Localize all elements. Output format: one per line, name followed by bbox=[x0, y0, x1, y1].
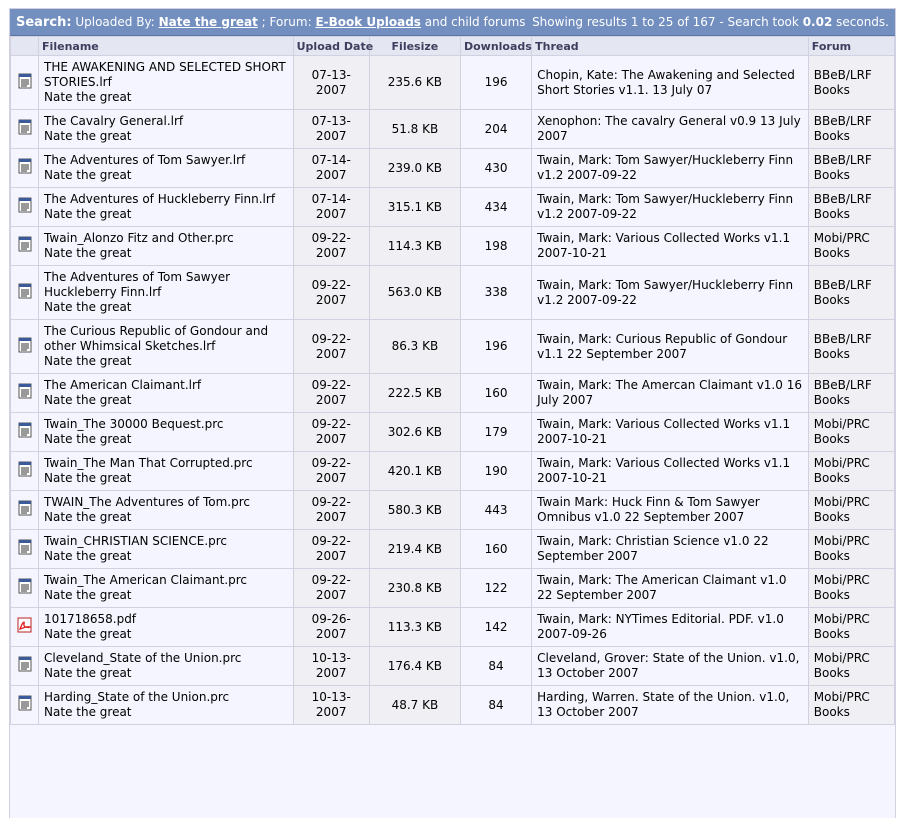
file-type-cell bbox=[11, 374, 38, 412]
file-type-cell bbox=[11, 569, 38, 607]
thread-cell[interactable]: Twain, Mark: Various Collected Works v1.1 2007-10-21 bbox=[532, 227, 808, 265]
downloads-cell: 179 bbox=[461, 413, 531, 451]
table-row bbox=[11, 56, 894, 109]
table-header-row bbox=[11, 37, 894, 55]
column-header-forum[interactable]: Forum bbox=[809, 37, 894, 55]
column-header-upload-date[interactable]: Upload Date bbox=[294, 37, 369, 55]
file-type-cell bbox=[11, 149, 38, 187]
filename-cell bbox=[39, 491, 293, 529]
upload-date-cell: 10-13-2007 bbox=[294, 647, 369, 685]
text-file-icon bbox=[18, 337, 32, 357]
file-type-cell bbox=[11, 266, 38, 319]
uploader-name: Nate the great bbox=[44, 627, 132, 641]
filename-cell bbox=[39, 647, 293, 685]
text-file-icon bbox=[18, 119, 32, 139]
downloads-cell: 160 bbox=[461, 374, 531, 412]
table-row bbox=[11, 320, 894, 373]
results-text: Showing results 1 to 25 of 167 - Search took bbox=[532, 15, 799, 29]
filename-link[interactable]: The American Claimant.lrf bbox=[44, 378, 202, 392]
file-type-cell bbox=[11, 227, 38, 265]
forum-link[interactable]: E-Book Uploads bbox=[315, 14, 421, 29]
text-file-icon bbox=[18, 73, 32, 93]
table-row bbox=[11, 149, 894, 187]
column-header-filename[interactable]: Filename bbox=[39, 37, 293, 55]
downloads-cell: 434 bbox=[461, 188, 531, 226]
upload-date-cell: 09-22-2007 bbox=[294, 569, 369, 607]
text-file-icon bbox=[18, 695, 32, 715]
forum-cell[interactable]: Mobi/PRC Books bbox=[809, 491, 894, 529]
thread-cell[interactable]: Twain, Mark: Tom Sawyer/Huckleberry Finn v1.2 2007-09-22 bbox=[532, 149, 808, 187]
filesize-cell: 48.7 KB bbox=[370, 686, 460, 724]
filename-cell bbox=[39, 188, 293, 226]
forum-cell[interactable]: Mobi/PRC Books bbox=[809, 530, 894, 568]
table-row bbox=[11, 452, 894, 490]
thread-cell[interactable]: Twain, Mark: The Amercan Claimant v1.0 16 July 2007 bbox=[532, 374, 808, 412]
forum-cell[interactable]: BBeB/LRF Books bbox=[809, 374, 894, 412]
column-header-downloads[interactable]: Downloads bbox=[461, 37, 531, 55]
text-file-icon bbox=[18, 236, 32, 256]
filesize-cell: 235.6 KB bbox=[370, 56, 460, 109]
upload-date-cell: 09-26-2007 bbox=[294, 608, 369, 646]
text-file-icon bbox=[18, 422, 32, 442]
downloads-cell: 122 bbox=[461, 569, 531, 607]
filename-cell bbox=[39, 110, 293, 148]
forum-cell[interactable]: Mobi/PRC Books bbox=[809, 608, 894, 646]
filename-cell bbox=[39, 452, 293, 490]
forum-suffix: and child forums bbox=[424, 14, 526, 29]
filename-link[interactable]: The Adventures of Huckleberry Finn.lrf bbox=[44, 192, 276, 206]
table-row bbox=[11, 530, 894, 568]
filename-cell bbox=[39, 686, 293, 724]
upload-date-cell: 07-14-2007 bbox=[294, 149, 369, 187]
filename-cell bbox=[39, 149, 293, 187]
filename-link[interactable]: Twain_Alonzo Fitz and Other.prc bbox=[44, 231, 234, 245]
thread-cell[interactable]: Cleveland, Grover: State of the Union. v1.0, 13 October 2007 bbox=[532, 647, 808, 685]
forum-cell[interactable]: Mobi/PRC Books bbox=[809, 413, 894, 451]
file-type-cell bbox=[11, 491, 38, 529]
thread-cell[interactable]: Twain, Mark: NYTimes Editorial. PDF. v1.0 2007-09-26 bbox=[532, 608, 808, 646]
table-row bbox=[11, 491, 894, 529]
table-row bbox=[11, 608, 894, 646]
forum-cell[interactable]: Mobi/PRC Books bbox=[809, 569, 894, 607]
table-row bbox=[11, 374, 894, 412]
uploaded-by-prefix: Uploaded By: bbox=[75, 14, 155, 29]
filename-link[interactable]: Twain_CHRISTIAN SCIENCE.prc bbox=[44, 534, 228, 548]
filename-cell bbox=[39, 569, 293, 607]
text-file-icon bbox=[18, 197, 32, 217]
thread-cell[interactable]: Twain, Mark: Various Collected Works v1.1 2007-10-21 bbox=[532, 413, 808, 451]
forum-cell[interactable]: BBeB/LRF Books bbox=[809, 266, 894, 319]
file-type-cell bbox=[11, 188, 38, 226]
filesize-cell: 239.0 KB bbox=[370, 149, 460, 187]
upload-date-cell: 09-22-2007 bbox=[294, 491, 369, 529]
thread-cell[interactable]: Twain, Mark: The American Claimant v1.0 22 September 2007 bbox=[532, 569, 808, 607]
forum-cell[interactable]: BBeB/LRF Books bbox=[809, 320, 894, 373]
filename-link[interactable]: Harding_State of the Union.prc bbox=[44, 690, 230, 704]
results-table bbox=[10, 36, 895, 725]
uploader-name: Nate the great bbox=[44, 90, 132, 104]
file-type-cell bbox=[11, 608, 38, 646]
filename-cell bbox=[39, 413, 293, 451]
downloads-cell: 198 bbox=[461, 227, 531, 265]
forum-cell[interactable]: BBeB/LRF Books bbox=[809, 188, 894, 226]
text-file-icon bbox=[18, 656, 32, 676]
search-time: 0.02 bbox=[802, 15, 833, 29]
text-file-icon bbox=[18, 500, 32, 520]
search-header-bar bbox=[10, 9, 895, 36]
upload-date-cell: 09-22-2007 bbox=[294, 266, 369, 319]
uploader-name: Nate the great bbox=[44, 549, 132, 563]
thread-cell[interactable]: Twain, Mark: Tom Sawyer/Huckleberry Finn v1.2 2007-09-22 bbox=[532, 266, 808, 319]
table-row bbox=[11, 413, 894, 451]
downloads-cell: 196 bbox=[461, 56, 531, 109]
filesize-cell: 113.3 KB bbox=[370, 608, 460, 646]
uploader-name: Nate the great bbox=[44, 471, 132, 485]
file-type-cell bbox=[11, 110, 38, 148]
filesize-cell: 176.4 KB bbox=[370, 647, 460, 685]
filesize-cell: 230.8 KB bbox=[370, 569, 460, 607]
filename-link[interactable]: The Adventures of Tom Sawyer.lrf bbox=[44, 153, 246, 167]
uploader-name: Nate the great bbox=[44, 666, 132, 680]
search-time-suffix: seconds. bbox=[836, 15, 889, 29]
filesize-cell: 420.1 KB bbox=[370, 452, 460, 490]
table-row bbox=[11, 188, 894, 226]
filesize-cell: 302.6 KB bbox=[370, 413, 460, 451]
filename-link[interactable]: Twain_The American Claimant.prc bbox=[44, 573, 248, 587]
table-row bbox=[11, 686, 894, 724]
downloads-cell: 84 bbox=[461, 686, 531, 724]
forum-cell[interactable]: BBeB/LRF Books bbox=[809, 56, 894, 109]
forum-cell[interactable]: BBeB/LRF Books bbox=[809, 110, 894, 148]
downloads-cell: 190 bbox=[461, 452, 531, 490]
filename-cell bbox=[39, 266, 293, 319]
file-type-cell bbox=[11, 530, 38, 568]
column-header-filesize[interactable]: Filesize bbox=[370, 37, 460, 55]
upload-date-cell: 07-14-2007 bbox=[294, 188, 369, 226]
thread-cell[interactable]: Twain, Mark: Tom Sawyer/Huckleberry Finn v1.2 2007-09-22 bbox=[532, 188, 808, 226]
filesize-cell: 580.3 KB bbox=[370, 491, 460, 529]
thread-cell[interactable]: Chopin, Kate: The Awakening and Selected Short Stories v1.1. 13 July 07 bbox=[532, 56, 808, 109]
filesize-cell: 51.8 KB bbox=[370, 110, 460, 148]
filesize-cell: 563.0 KB bbox=[370, 266, 460, 319]
thread-cell[interactable]: Twain Mark: Huck Finn & Tom Sawyer Omnibus v1.0 22 September 2007 bbox=[532, 491, 808, 529]
uploader-name: Nate the great bbox=[44, 129, 132, 143]
text-file-icon bbox=[18, 383, 32, 403]
downloads-cell: 338 bbox=[461, 266, 531, 319]
search-label: Search: bbox=[16, 14, 72, 30]
forum-cell[interactable]: Mobi/PRC Books bbox=[809, 686, 894, 724]
uploader-name: Nate the great bbox=[44, 354, 132, 368]
filename-link[interactable]: TWAIN_The Adventures of Tom.prc bbox=[44, 495, 250, 509]
thread-cell[interactable]: Xenophon: The cavalry General v0.9 13 July 2007 bbox=[532, 110, 808, 148]
forum-cell[interactable]: Mobi/PRC Books bbox=[809, 227, 894, 265]
uploader-link[interactable]: Nate the great bbox=[158, 14, 258, 29]
column-header-icon bbox=[11, 37, 38, 55]
text-file-icon bbox=[18, 158, 32, 178]
filename-link[interactable]: The Adventures of Tom Sawyer Huckleberry Finn.lrf bbox=[44, 270, 231, 299]
file-type-cell bbox=[11, 413, 38, 451]
filename-cell bbox=[39, 530, 293, 568]
filesize-cell: 219.4 KB bbox=[370, 530, 460, 568]
table-row bbox=[11, 110, 894, 148]
upload-date-cell: 07-13-2007 bbox=[294, 56, 369, 109]
uploader-name: Nate the great bbox=[44, 168, 132, 182]
text-file-icon bbox=[18, 539, 32, 559]
filename-cell bbox=[39, 374, 293, 412]
downloads-cell: 430 bbox=[461, 149, 531, 187]
forum-cell[interactable]: Mobi/PRC Books bbox=[809, 452, 894, 490]
upload-date-cell: 09-22-2007 bbox=[294, 452, 369, 490]
thread-cell[interactable]: Harding, Warren. State of the Union. v1.0, 13 October 2007 bbox=[532, 686, 808, 724]
upload-date-cell: 07-13-2007 bbox=[294, 110, 369, 148]
table-row bbox=[11, 647, 894, 685]
thread-cell[interactable]: Twain, Mark: Curious Republic of Gondour v1.1 22 September 2007 bbox=[532, 320, 808, 373]
downloads-cell: 196 bbox=[461, 320, 531, 373]
forum-prefix: ; Forum: bbox=[261, 14, 312, 29]
filename-cell bbox=[39, 56, 293, 109]
table-row bbox=[11, 227, 894, 265]
search-results-panel bbox=[9, 8, 896, 818]
filesize-cell: 222.5 KB bbox=[370, 374, 460, 412]
pdf-file-icon bbox=[17, 617, 33, 637]
file-type-cell bbox=[11, 452, 38, 490]
text-file-icon bbox=[18, 283, 32, 303]
text-file-icon bbox=[18, 461, 32, 481]
thread-cell[interactable]: Twain, Mark: Christian Science v1.0 22 September 2007 bbox=[532, 530, 808, 568]
column-header-thread[interactable]: Thread bbox=[532, 37, 808, 55]
filename-link[interactable]: 101718658.pdf bbox=[44, 612, 137, 626]
filename-link[interactable]: THE AWAKENING AND SELECTED SHORT STORIES.lrf bbox=[44, 60, 286, 89]
upload-date-cell: 09-22-2007 bbox=[294, 374, 369, 412]
upload-date-cell: 09-22-2007 bbox=[294, 413, 369, 451]
upload-date-cell: 09-22-2007 bbox=[294, 320, 369, 373]
results-summary bbox=[532, 15, 889, 29]
filename-link[interactable]: Twain_The Man That Corrupted.prc bbox=[44, 456, 253, 470]
uploader-name: Nate the great bbox=[44, 300, 132, 314]
forum-cell[interactable]: Mobi/PRC Books bbox=[809, 647, 894, 685]
filename-link[interactable]: Cleveland_State of the Union.prc bbox=[44, 651, 242, 665]
uploader-name: Nate the great bbox=[44, 207, 132, 221]
text-file-icon bbox=[18, 578, 32, 598]
uploader-name: Nate the great bbox=[44, 510, 132, 524]
downloads-cell: 142 bbox=[461, 608, 531, 646]
uploader-name: Nate the great bbox=[44, 246, 132, 260]
file-type-cell bbox=[11, 647, 38, 685]
filename-link[interactable]: Twain_The 30000 Bequest.prc bbox=[44, 417, 224, 431]
filename-link[interactable]: The Cavalry General.lrf bbox=[44, 114, 184, 128]
upload-date-cell: 09-22-2007 bbox=[294, 530, 369, 568]
downloads-cell: 443 bbox=[461, 491, 531, 529]
file-type-cell bbox=[11, 320, 38, 373]
filename-link[interactable]: The Curious Republic of Gondour and other Whimsical Sketches.lrf bbox=[44, 324, 269, 353]
filesize-cell: 86.3 KB bbox=[370, 320, 460, 373]
downloads-cell: 204 bbox=[461, 110, 531, 148]
downloads-cell: 84 bbox=[461, 647, 531, 685]
uploader-name: Nate the great bbox=[44, 705, 132, 719]
thread-cell[interactable]: Twain, Mark: Various Collected Works v1.1 2007-10-21 bbox=[532, 452, 808, 490]
filesize-cell: 114.3 KB bbox=[370, 227, 460, 265]
table-row bbox=[11, 266, 894, 319]
forum-cell[interactable]: BBeB/LRF Books bbox=[809, 149, 894, 187]
filename-cell bbox=[39, 608, 293, 646]
filename-cell bbox=[39, 227, 293, 265]
search-criteria bbox=[16, 15, 526, 30]
uploader-name: Nate the great bbox=[44, 588, 132, 602]
filename-cell bbox=[39, 320, 293, 373]
file-type-cell bbox=[11, 56, 38, 109]
upload-date-cell: 09-22-2007 bbox=[294, 227, 369, 265]
uploader-name: Nate the great bbox=[44, 432, 132, 446]
downloads-cell: 160 bbox=[461, 530, 531, 568]
filesize-cell: 315.1 KB bbox=[370, 188, 460, 226]
upload-date-cell: 10-13-2007 bbox=[294, 686, 369, 724]
table-row bbox=[11, 569, 894, 607]
uploader-name: Nate the great bbox=[44, 393, 132, 407]
file-type-cell bbox=[11, 686, 38, 724]
